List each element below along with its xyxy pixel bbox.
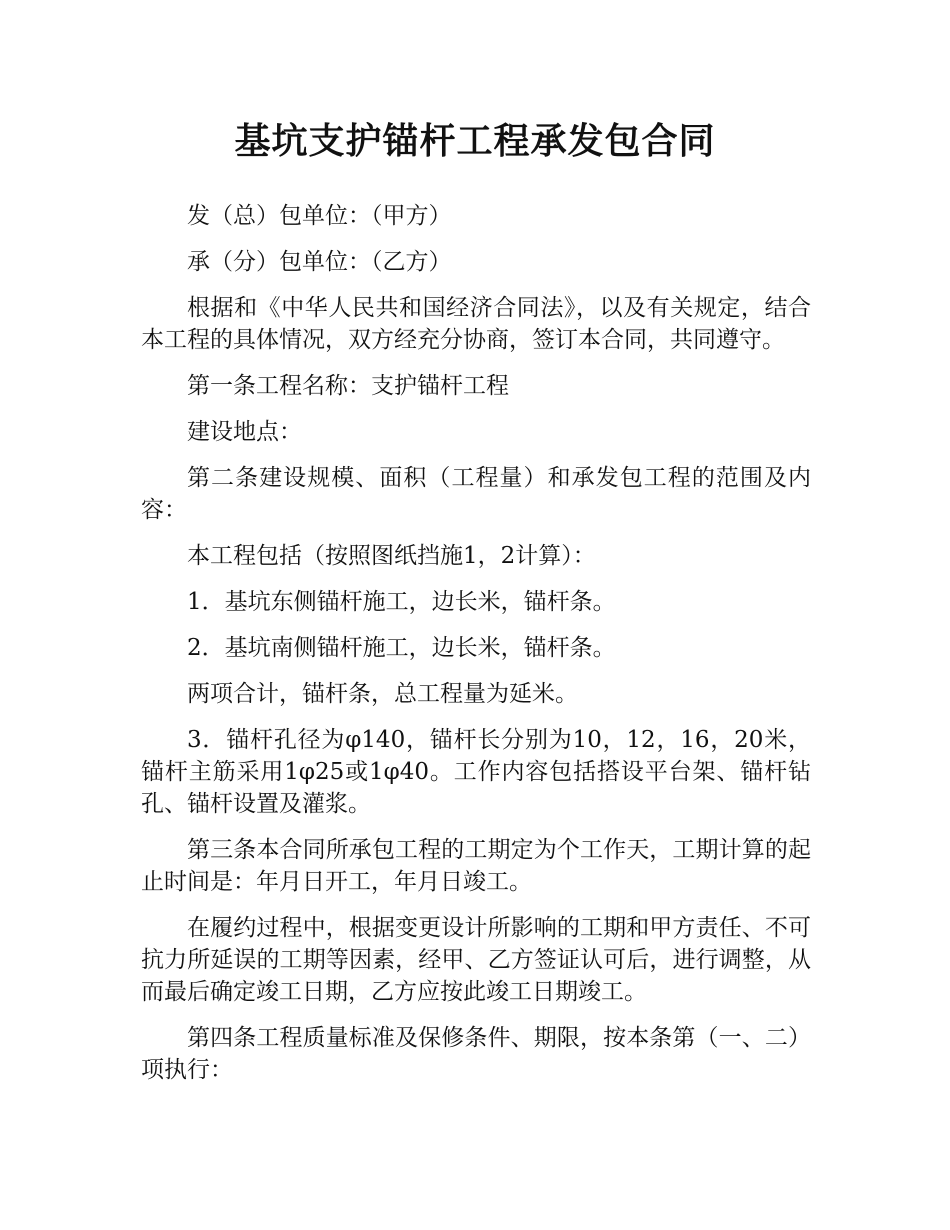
document-title: 基坑支护锚杆工程承发包合同 bbox=[234, 121, 716, 162]
article-3-duration: 第三条本合同所承包工程的工期定为个工作天，工期计算的起止时间是：年月日开工，年月日竣工。 bbox=[141, 837, 811, 895]
preamble-paragraph: 根据和《中华人民共和国经济合同法》，以及有关规定，结合本工程的具体情况，双方经充分协商，签订本合同，共同遵守。 bbox=[141, 295, 811, 353]
project-includes: 本工程包括（按照图纸挡施1，2计算）： bbox=[187, 543, 596, 569]
construction-location: 建设地点： bbox=[187, 419, 302, 445]
scope-item-3: 3．锚杆孔径为φ140，锚杆长分别为10，12，16，20米，锚杆主筋采用1φ25或1φ40。工作内容包括搭设平台架、锚杆钻孔、锚杆设置及灌浆。 bbox=[141, 727, 811, 817]
contractor-line: 发（总）包单位：（甲方） bbox=[187, 203, 452, 229]
scope-item-2: 2．基坑南侧锚杆施工，边长米，锚杆条。 bbox=[187, 635, 616, 661]
duration-adjustment: 在履约过程中，根据变更设计所影响的工期和甲方责任、不可抗力所延误的工期等因素，经甲、乙方签证认可后，进行调整，从而最后确定竣工日期，乙方应按此竣工日期竣工。 bbox=[141, 915, 811, 1005]
article-4-quality: 第四条工程质量标准及保修条件、期限，按本条第（一、二）项执行： bbox=[141, 1025, 811, 1083]
subcontractor-line: 承（分）包单位：（乙方） bbox=[187, 249, 452, 275]
article-2-scope: 第二条建设规模、面积（工程量）和承发包工程的范围及内容： bbox=[141, 465, 811, 523]
scope-total: 两项合计，锚杆条，总工程量为延米。 bbox=[187, 681, 578, 707]
scope-item-1: 1．基坑东侧锚杆施工，边长米，锚杆条。 bbox=[187, 589, 616, 615]
document-body bbox=[141, 200, 811, 1100]
article-1-project-name: 第一条工程名称：支护锚杆工程 bbox=[187, 373, 509, 399]
